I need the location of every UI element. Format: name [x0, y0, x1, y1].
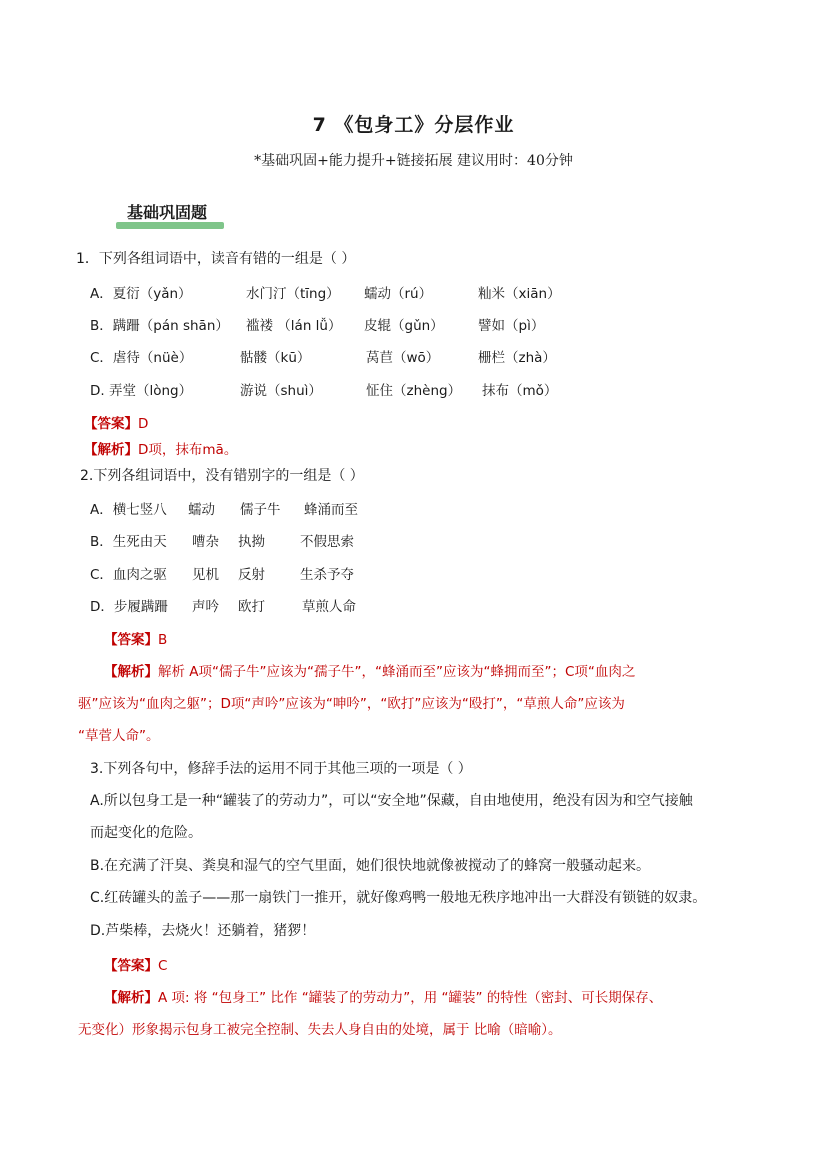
q2-option-b-2: 嘈杂 — [192, 534, 219, 550]
q1-option-b-4: 譬如（pì） — [478, 318, 545, 334]
q2-analysis-line-1 — [104, 660, 635, 680]
q1-analysis — [84, 438, 237, 458]
q2-option-d-1: D．步履蹒跚 — [90, 599, 168, 615]
q2-option-b-3: 执拗 — [238, 534, 265, 550]
q1-answer-value: D — [138, 416, 149, 432]
question-1-stem: 1．下列各组词语中，读音有错的一组是（ ） — [76, 251, 356, 267]
q1-option-d-2: 游说（shuì） — [240, 383, 322, 399]
q2-option-d-4: 草煎人命 — [302, 599, 356, 615]
q3-answer — [104, 954, 167, 974]
q1-option-a-1: A．夏衍（yǎn） — [90, 286, 192, 302]
q2-analysis-line-2: 驱”应该为“血肉之躯”；D项“声吟”应该为“呻吟”，“欧打”应该为“殴打”，“草煎人命”应该为 — [78, 696, 625, 712]
section-underline — [116, 222, 224, 229]
q1-option-a-3: 蠕动（rú） — [364, 286, 433, 302]
page-subtitle: *基础巩固+能力提升+链接拓展 建议用时：40分钟 — [254, 153, 573, 169]
q3-option-d: D.芦柴棒，去烧火！还躺着，猪猡！ — [90, 923, 316, 939]
q1-answer — [84, 412, 148, 432]
q1-option-b-3: 皮辊（gǔn） — [364, 318, 444, 334]
q2-option-c-3: 反射 — [238, 567, 265, 583]
question-2-stem: 2.下列各组词语中，没有错别字的一组是（ ） — [80, 468, 364, 484]
q2-analysis-label: 【解析】 — [104, 664, 158, 680]
question-3-stem: 3.下列各句中，修辞手法的运用不同于其他三项的一项是（ ） — [90, 761, 472, 777]
q1-option-d-3: 怔住（zhèng） — [366, 383, 462, 399]
q2-analysis-text-1: 解析 A项“儒子牛”应该为“孺子牛”，“蜂涌而至”应该为“蜂拥而至”；C项“血肉之 — [158, 664, 636, 680]
q3-answer-label: 【答案】 — [104, 958, 158, 974]
q2-option-d-2: 声吟 — [192, 599, 219, 615]
q1-option-a-4: 籼米（xiān） — [478, 286, 561, 302]
q3-option-b: B.在充满了汗臭、粪臭和湿气的空气里面，她们很快地就像被搅动了的蜂窝一般骚动起来。 — [90, 858, 651, 874]
q1-option-b-2: 褴褛 （lán lǚ） — [246, 318, 342, 334]
q3-option-a-line-1: A.所以包身工是一种“罐装了的劳动力”，可以“安全地”保藏，自由地使用，绝没有因为和空气接触 — [90, 793, 693, 809]
q2-answer — [104, 628, 167, 648]
q1-option-d-4: 抹布（mǒ） — [482, 383, 558, 399]
q1-option-b-1: B．蹒跚（pán shān） — [90, 318, 229, 334]
q2-answer-label: 【答案】 — [104, 632, 158, 648]
page-title: 7 《包身工》分层作业 — [312, 114, 515, 136]
q1-option-c-2: 骷髅（kū） — [240, 350, 311, 366]
q3-option-a-line-2: 而起变化的危险。 — [90, 825, 202, 841]
q2-option-c-1: C．血肉之驱 — [90, 567, 167, 583]
q2-analysis-line-3: “草菅人命”。 — [78, 728, 160, 744]
q1-analysis-text: D项，抹布mā。 — [138, 442, 238, 458]
q1-analysis-label: 【解析】 — [84, 442, 138, 458]
q1-option-c-1: C．虐待（nüè） — [90, 350, 193, 366]
q2-option-a-3: 儒子牛 — [240, 502, 281, 518]
q2-option-b-1: B．生死由天 — [90, 534, 167, 550]
q2-option-a-4: 蜂涌而至 — [304, 502, 358, 518]
q1-option-d-1: D. 弄堂（lòng） — [90, 383, 193, 399]
q2-answer-value: B — [158, 632, 168, 648]
q2-option-d-3: 欧打 — [238, 599, 265, 615]
q3-analysis-label: 【解析】 — [104, 990, 158, 1006]
q1-option-c-3: 莴苣（wō） — [366, 350, 440, 366]
q2-option-c-2: 见机 — [192, 567, 219, 583]
q3-analysis-line-2: 无变化）形象揭示包身工被完全控制、失去人身自由的处境，属于 比喻（暗喻）。 — [78, 1022, 562, 1038]
q3-analysis-line-1 — [104, 986, 662, 1006]
q3-answer-value: C — [158, 958, 168, 974]
q1-answer-label: 【答案】 — [84, 416, 138, 432]
section-heading: 基础巩固题 — [127, 203, 208, 222]
q3-option-c: C.红砖罐头的盖子——那一扇铁门一推开，就好像鸡鸭一般地无秩序地冲出一大群没有锁链的奴隶。 — [90, 890, 707, 906]
q2-option-a-2: 蠕动 — [188, 502, 215, 518]
q3-analysis-text-1: A 项: 将 “包身工” 比作 “罐装了的劳动力”，用 “罐装” 的特性（密封、可长期保存、 — [158, 990, 663, 1006]
q1-option-a-2: 水门汀（tīng） — [246, 286, 340, 302]
q1-option-c-4: 栅栏（zhà） — [478, 350, 556, 366]
q2-option-a-1: A．横七竖八 — [90, 502, 167, 518]
q2-option-b-4: 不假思索 — [300, 534, 354, 550]
q2-option-c-4: 生杀予夺 — [300, 567, 354, 583]
